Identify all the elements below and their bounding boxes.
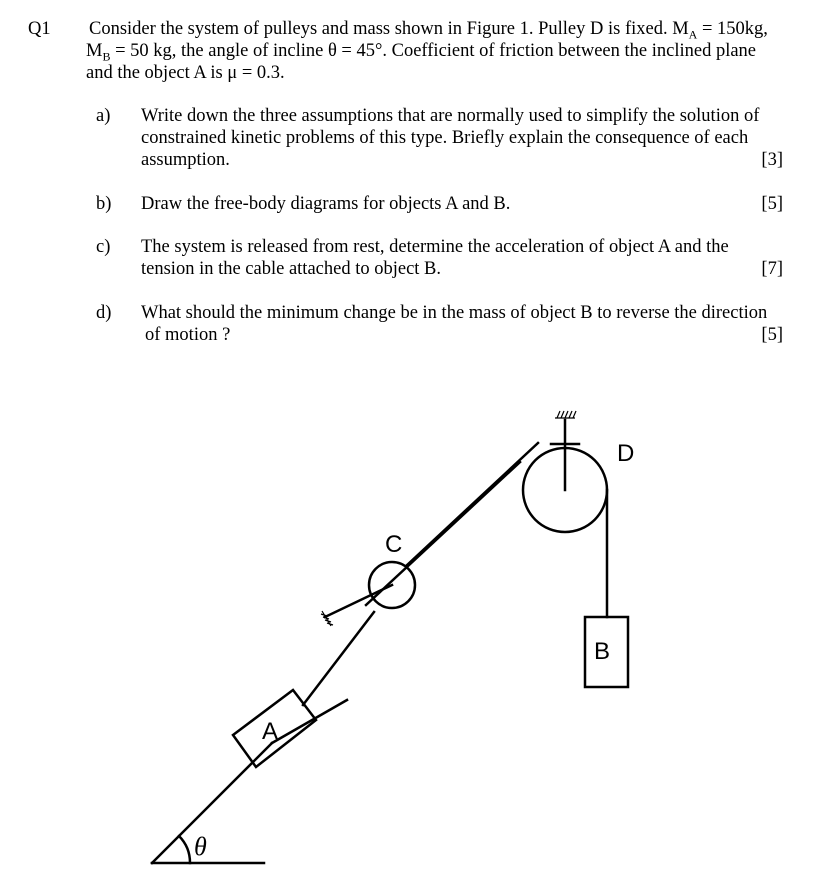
part-c-line-1: The system is released from rest, determine the acceleration of object A and the [141, 237, 729, 257]
part-a-line-1: Write down the three assumptions that are normally used to simplify the solution of [141, 106, 760, 126]
intro-line2-start: M [86, 41, 103, 61]
part-b-line-1: Draw the free-body diagrams for objects A and B. [141, 194, 511, 214]
part-d-marks: [5] [761, 325, 783, 345]
question-intro-line-3: and the object A is μ = 0.3. [86, 63, 285, 83]
part-d-label: d) [96, 303, 112, 323]
pulley-c-label: C [385, 531, 403, 558]
part-a-line-3: assumption. [141, 150, 230, 170]
pulley-d-hatch [555, 411, 576, 418]
part-d-line-1: What should the minimum change be in the mass of object B to reverse the direction [141, 303, 768, 323]
pulley-d-label: D [617, 440, 635, 467]
intro-line1-text: Consider the system of pulleys and mass shown in Figure 1. Pulley D is fixed. M [89, 19, 689, 39]
part-b-marks: [5] [761, 194, 783, 214]
question-number: Q1 [28, 19, 51, 39]
incline-lower-segment [152, 743, 272, 863]
angle-label: θ [194, 832, 207, 861]
intro-line1-end: = 150kg, [697, 19, 768, 39]
part-b-label: b) [96, 194, 112, 214]
cable-a-to-c [303, 612, 374, 705]
part-a-label: a) [96, 106, 111, 126]
intro-line2-sub: B [102, 49, 111, 64]
incline-end-tick [272, 700, 347, 743]
cable-c-to-d-lower [406, 443, 538, 566]
part-a-line-2: constrained kinetic problems of this type. Briefly explain the consequence of each [141, 128, 749, 148]
angle-arc [179, 836, 190, 863]
part-c-marks: [7] [761, 259, 783, 279]
part-c-line-2: tension in the cable attached to object B. [141, 259, 442, 279]
block-a-label: A [262, 718, 279, 745]
part-d-line-2: of motion ? [145, 325, 231, 345]
intro-line1-sub: A [688, 27, 698, 42]
part-c-label: c) [96, 237, 111, 257]
part-a-marks: [3] [761, 150, 783, 170]
intro-line2-text: = 50 kg, the angle of incline θ = 45°. Coefficient of friction between the inclined plane [110, 41, 757, 61]
block-b-label: B [594, 638, 611, 665]
